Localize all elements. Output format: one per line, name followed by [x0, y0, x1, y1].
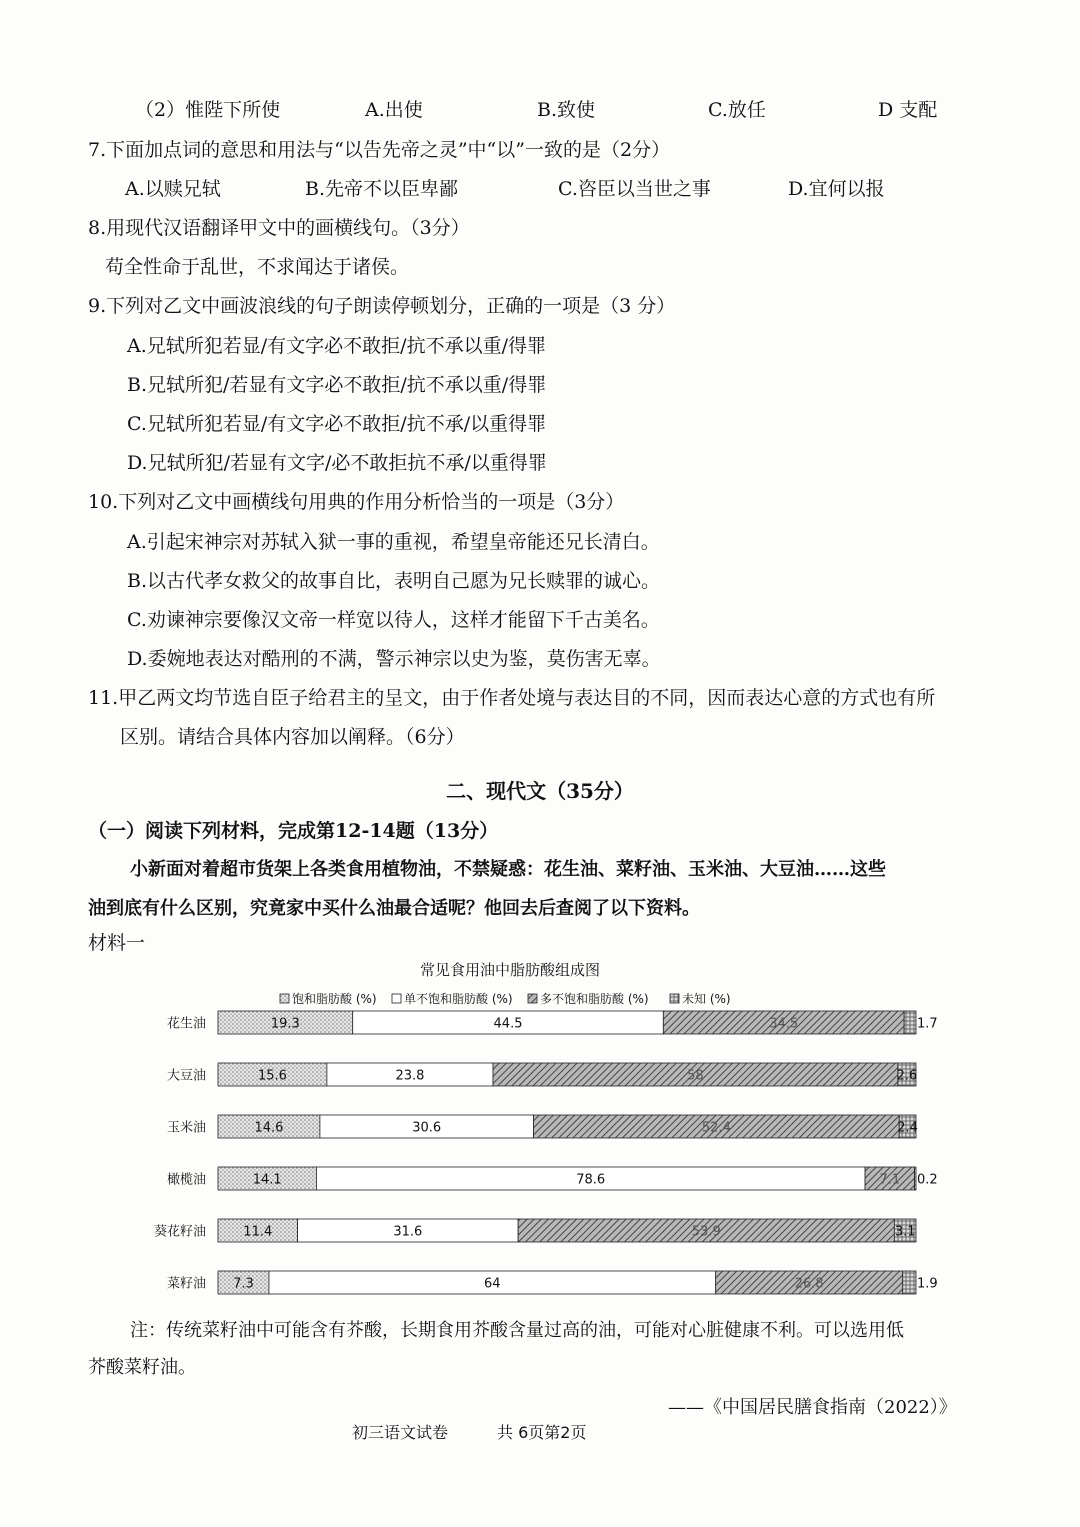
legend-label-1: 饱和脂肪酸 (%)	[292, 992, 377, 1006]
legend-swatch-3	[528, 994, 537, 1003]
q9-option-a[interactable]: A.兄轼所犯若显/有文字必不敢拒/抗不承以重/得罪	[127, 335, 546, 357]
bar-label-4-series-2: 78.6	[576, 1172, 606, 1188]
bar-label-1-series-2: 44.5	[493, 1016, 523, 1032]
category-label-3: 玉米油	[166, 1120, 206, 1136]
bar-label-5-series-4: 3.1	[894, 1224, 916, 1240]
q6-2-option-a[interactable]: A.出使	[365, 99, 423, 121]
q10-option-c[interactable]: C.劝谏神宗要像汉文帝一样宽以待人，这样才能留下千古美名。	[127, 609, 660, 631]
q10-option-d[interactable]: D.委婉地表达对酷刑的不满，警示神宗以史为鉴，莫伤害无辜。	[127, 648, 661, 670]
category-label-5: 葵花籽油	[153, 1224, 206, 1240]
q9-option-c[interactable]: C.兄轼所犯若显/有文字必不敢拒/抗不承/以重得罪	[127, 413, 547, 435]
q11-stem-line2: 区别。请结合具体内容加以阐释。（6分）	[120, 726, 465, 748]
q8-sentence: 苟全性命于乱世，不求闻达于诸侯。	[105, 256, 410, 278]
chart-legend	[280, 991, 731, 1006]
bar-label-3-series-4: 2.4	[897, 1120, 918, 1136]
legend-swatch-2	[392, 994, 401, 1003]
legend-label-3: 多不饱和脂肪酸 (%)	[540, 992, 649, 1006]
bar-label-3-series-2: 30.6	[412, 1120, 442, 1136]
section-subtitle: （一）阅读下列材料，完成第12-14题（13分）	[88, 820, 499, 842]
q9-stem: 9.下列对乙文中画波浪线的句子朗读停顿划分，正确的一项是（3 分）	[88, 295, 676, 317]
legend-swatch-4	[670, 994, 679, 1003]
intro-line1: 小新面对着超市货架上各类食用植物油，不禁疑惑：花生油、菜籽油、玉米油、大豆油……这些	[130, 859, 886, 880]
q9-option-b[interactable]: B.兄轼所犯/若显有文字必不敢拒/抗不承以重/得罪	[127, 374, 547, 396]
legend-label-4: 未知 (%)	[682, 992, 731, 1006]
bar-6-series-4	[903, 1271, 916, 1294]
source-citation: ——《中国居民膳食指南（2022）》	[668, 1397, 957, 1418]
q9-option-d[interactable]: D.兄轼所犯/若显有文字/必不敢拒抗不承/以重得罪	[127, 452, 547, 474]
note-line1: 注：传统菜籽油中可能含有芥酸，长期食用芥酸含量过高的油，可能对心脏健康不利。可以选用低	[130, 1320, 904, 1341]
bar-4-series-4	[915, 1167, 916, 1190]
q11-stem-line1: 11.甲乙两文均节选自臣子给君主的呈文，由于作者处境与表达目的不同，因而表达心意的方式也有所	[88, 687, 936, 709]
material-label: 材料一	[88, 932, 146, 954]
q7-option-a[interactable]: A.以赎兄轼	[125, 178, 221, 200]
category-label-2: 大豆油	[166, 1068, 206, 1084]
q7-option-c[interactable]: C.咨臣以当世之事	[558, 178, 711, 200]
bar-label-3-series-3: 52.4	[701, 1120, 731, 1136]
bar-label-1-series-1: 19.3	[270, 1016, 300, 1032]
legend-label-2: 单不饱和脂肪酸 (%)	[404, 992, 513, 1006]
q10-option-b[interactable]: B.以古代孝女救父的故事自比，表明自己愿为兄长赎罪的诚心。	[127, 570, 661, 592]
intro-line2: 油到底有什么区别，究竟家中买什么油最合适呢？他回去后查阅了以下资料。	[88, 898, 700, 919]
chart-title: 常见食用油中脂肪酸组成图	[419, 961, 601, 979]
section-title: 二、现代文（35分）	[446, 779, 634, 803]
q10-stem: 10.下列对乙文中画横线句用典的作用分析恰当的一项是（3分）	[88, 491, 625, 513]
bar-label-1-series-3: 34.5	[769, 1016, 799, 1032]
bar-label-1-series-4: 1.7	[917, 1016, 938, 1032]
legend-swatch-1	[280, 994, 289, 1003]
bar-label-4-series-3: 7.1	[879, 1172, 901, 1188]
q6-2-option-b[interactable]: B.致使	[537, 99, 596, 121]
footer-page-number: 共 6页第2页	[497, 1423, 587, 1442]
bar-label-6-series-1: 7.3	[233, 1276, 254, 1292]
fatty-acid-chart	[140, 955, 940, 1300]
q7-option-b[interactable]: B.先帝不以臣卑鄙	[305, 178, 459, 200]
footer-exam-title: 初三语文试卷	[352, 1423, 449, 1442]
bar-label-2-series-1: 15.6	[257, 1068, 287, 1084]
q6-2-option-d[interactable]: D 支配	[878, 99, 938, 121]
category-label-1: 花生油	[166, 1016, 206, 1032]
bar-label-2-series-3: 58	[687, 1068, 704, 1084]
bar-label-2-series-2: 23.8	[395, 1068, 425, 1084]
chart-category-labels	[154, 1016, 206, 1292]
bar-label-6-series-3: 26.8	[794, 1276, 824, 1292]
bar-label-3-series-1: 14.6	[254, 1120, 284, 1136]
bar-label-6-series-4: 1.9	[917, 1276, 938, 1292]
q7-stem: 7.下面加点词的意思和用法与“以告先帝之灵”中“以”一致的是（2分）	[88, 139, 671, 161]
bar-label-4-series-1: 14.1	[252, 1172, 282, 1188]
chart-bars	[218, 1011, 938, 1294]
q8-stem: 8.用现代汉语翻译甲文中的画横线句。（3分）	[88, 217, 470, 239]
category-label-6: 菜籽油	[166, 1276, 206, 1292]
note-line2: 芥酸菜籽油。	[88, 1357, 196, 1378]
q7-option-d[interactable]: D.宜何以报	[788, 178, 885, 200]
q6-2-option-c[interactable]: C.放任	[708, 99, 766, 121]
q10-option-a[interactable]: A.引起宋神宗对苏轼入狱一事的重视，希望皇帝能还兄长清白。	[127, 531, 660, 553]
bar-label-5-series-3: 53.9	[691, 1224, 721, 1240]
q6-2-stem: （2）惟陛下所使	[135, 99, 281, 121]
bar-label-4-series-4: 0.2	[917, 1172, 938, 1188]
bar-label-6-series-2: 64	[484, 1276, 501, 1292]
bar-label-2-series-4: 2.6	[896, 1068, 918, 1084]
category-label-4: 橄榄油	[166, 1172, 206, 1188]
bar-1-series-4	[904, 1011, 916, 1034]
bar-label-5-series-1: 11.4	[243, 1224, 273, 1240]
bar-label-5-series-2: 31.6	[393, 1224, 423, 1240]
